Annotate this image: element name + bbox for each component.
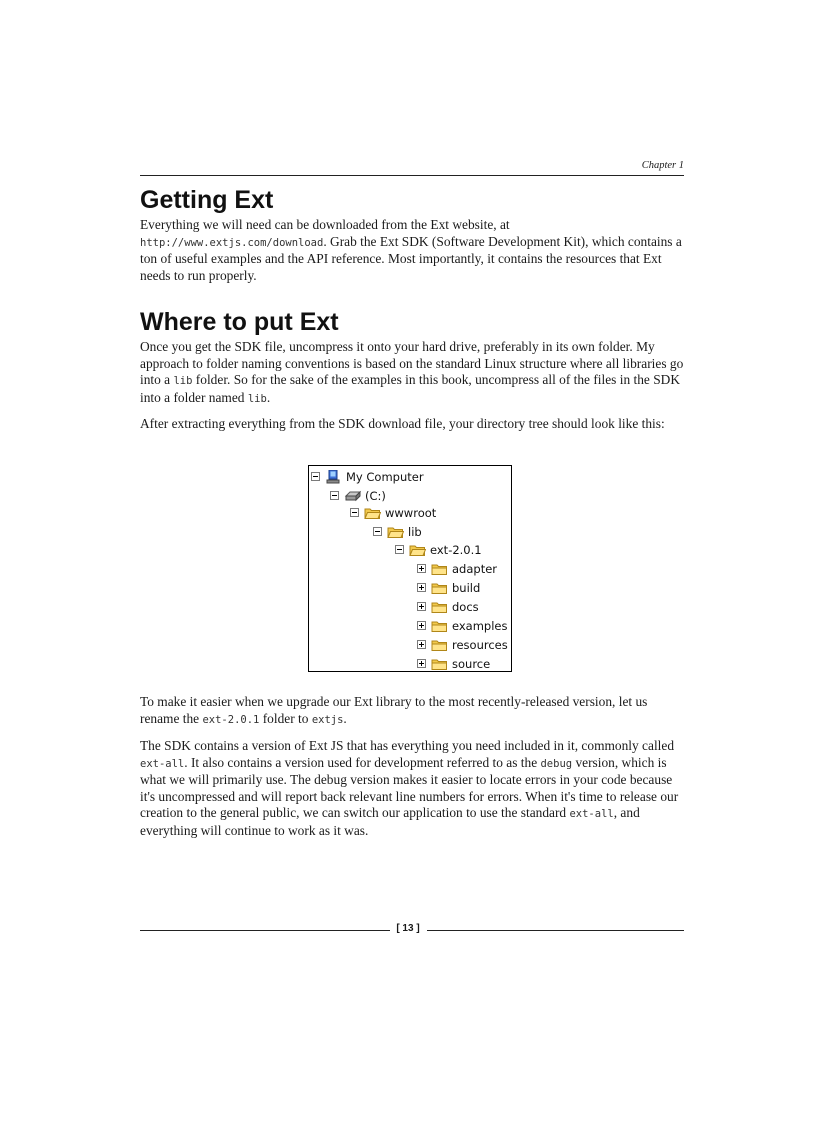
tree-node-my-computer xyxy=(311,468,424,485)
expand-icon xyxy=(417,564,426,573)
collapse-icon xyxy=(373,527,382,536)
tree-label: lib xyxy=(408,524,422,539)
footer-rule-left xyxy=(140,930,390,931)
expand-icon xyxy=(417,640,426,649)
tree-node-resources xyxy=(417,636,508,653)
text: folder to xyxy=(259,710,312,726)
heading-getting-ext: Getting Ext xyxy=(140,186,274,214)
tree-node-drive xyxy=(330,487,386,504)
text: . xyxy=(266,389,271,405)
page-number: [ 13 ] xyxy=(396,923,420,934)
tree-label: adapter xyxy=(452,561,498,576)
expand-icon xyxy=(417,602,426,611)
expand-icon xyxy=(417,621,426,630)
tree-label: ext-2.0.1 xyxy=(430,542,482,557)
folder-open-icon xyxy=(364,506,381,520)
computer-icon xyxy=(325,470,342,484)
tree-label: resources xyxy=(452,637,508,652)
footer-rule-right xyxy=(427,930,684,931)
folder-icon xyxy=(431,600,448,614)
text: . It also contains a version used for development referred to as the xyxy=(184,754,541,770)
code-debug: debug xyxy=(540,757,573,770)
tree-label: docs xyxy=(452,599,479,614)
text: To make it easier when we upgrade our Ext library to the most recently-released version, let us rename the xyxy=(140,694,648,726)
folder-open-icon xyxy=(387,525,404,539)
text: , and everything will continue to work as it was. xyxy=(140,805,640,838)
expand-icon xyxy=(417,583,426,592)
text: . Grab the Ext SDK (Software Development Kit), which contains a ton of useful examples and the API reference. Most importantly, it contains the resources that Ext needs to run properly. xyxy=(140,233,682,283)
paragraph-rename xyxy=(140,694,684,728)
code-lib: lib xyxy=(247,392,267,405)
collapse-icon xyxy=(330,491,339,500)
folder-icon xyxy=(431,562,448,576)
folder-icon xyxy=(431,581,448,595)
drive-icon xyxy=(344,489,361,503)
folder-icon xyxy=(431,638,448,652)
tree-label: source xyxy=(452,656,491,671)
paragraph-where-1 xyxy=(140,339,684,407)
text: folder. So for the sake of the examples in this book, uncompress all of the files in the SDK into a folder named xyxy=(140,372,681,405)
code-ext-all: ext-all xyxy=(569,808,614,821)
tree-node-lib xyxy=(373,523,422,540)
text: version, which is what we will primarily use. The debug version makes it easier to locate errors in your code because it's uncompressed and will report back relevant line numbers for errors. When it's time to release our creation to the general public, we can switch our application to use the standard xyxy=(140,754,679,821)
tree-label: (C:) xyxy=(365,488,386,503)
tree-node-wwwroot xyxy=(350,504,436,521)
heading-where-to-put-ext: Where to put Ext xyxy=(140,308,339,336)
expand-icon xyxy=(417,659,426,668)
tree-node-examples xyxy=(417,617,508,634)
running-header xyxy=(140,159,684,176)
paragraph-sdk-versions xyxy=(140,738,684,840)
folder-icon xyxy=(431,657,448,671)
paragraph-getting-ext xyxy=(140,217,684,284)
collapse-icon xyxy=(395,545,404,554)
code-ext-all: ext-all xyxy=(140,757,185,770)
tree-node-build xyxy=(417,579,480,596)
paragraph-where-2: After extracting everything from the SDK download file, your directory tree should look like this: xyxy=(140,416,665,431)
directory-tree-figure xyxy=(308,465,512,672)
code-lib: lib xyxy=(173,375,193,388)
tree-label: My Computer xyxy=(346,469,424,484)
text: Everything we will need can be downloaded from the Ext website, at xyxy=(140,217,510,232)
collapse-icon xyxy=(350,508,359,517)
folder-open-icon xyxy=(409,543,426,557)
text: . xyxy=(343,710,347,726)
text: Once you get the SDK file, uncompress it onto your hard drive, preferably in its own folder. My approach to folder naming conventions is based on the standard Linux structure where all libraries go into a xyxy=(140,339,684,388)
collapse-icon xyxy=(311,472,320,481)
text: The SDK contains a version of Ext JS that has everything you need included in it, commonly called xyxy=(140,738,675,753)
tree-label: examples xyxy=(452,618,508,633)
tree-node-source xyxy=(417,655,490,672)
download-url: http://www.extjs.com/download xyxy=(140,236,324,249)
code-extjs: extjs xyxy=(311,713,344,726)
tree-node-docs xyxy=(417,598,479,615)
tree-label: wwwroot xyxy=(385,505,437,520)
code-ext-version: ext-2.0.1 xyxy=(202,713,260,726)
folder-icon xyxy=(431,619,448,633)
tree-node-adapter xyxy=(417,560,497,577)
tree-node-ext xyxy=(395,541,482,558)
tree-label: build xyxy=(452,580,481,595)
chapter-label: Chapter 1 xyxy=(641,160,684,171)
